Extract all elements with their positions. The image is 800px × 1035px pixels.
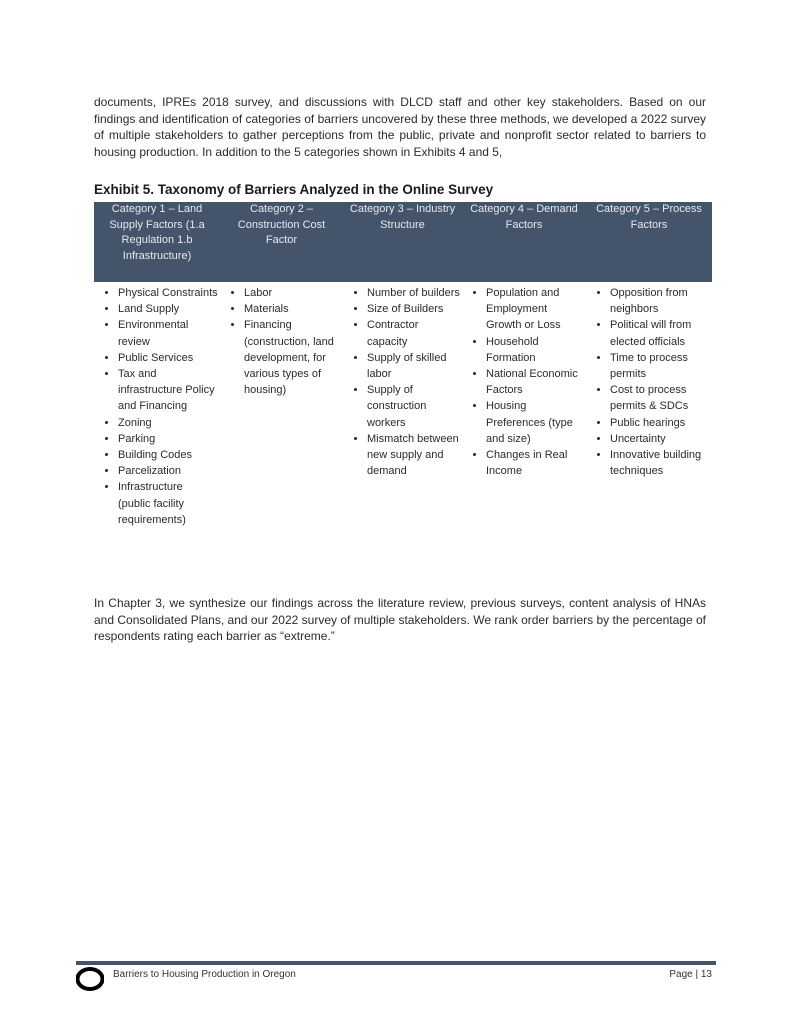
list-item: • Physical Constraints (118, 285, 218, 301)
exhibit-title: Exhibit 5. Taxonomy of Barriers Analyzed in the Online Survey (94, 182, 494, 197)
intro-paragraph: documents, IPREs 2018 survey, and discussions with DLCD staff and other key stakeholders. Based on our findings and identification of categories of barriers uncovered by these three methods, we developed a 2022 survey of multiple stakeholders to gather perceptions from the public, private and nonprofit sector related to barriers to housing production. In addition to the 5 categories shown in Exhibits 4 and 5, (94, 95, 706, 159)
footer-rule (76, 961, 716, 965)
list-item: • Supply of skilled labor (367, 350, 460, 382)
list-item: • Public hearings (610, 415, 710, 431)
category-5-list (588, 285, 710, 479)
list-item: • Household Formation (486, 334, 584, 366)
list-item: • Zoning (118, 415, 218, 431)
table-row (94, 282, 712, 528)
list-item: • Population and Employment Growth or Loss (486, 285, 584, 334)
list-item: • Building Codes (118, 447, 218, 463)
list-item: • Cost to process permits & SDCs (610, 382, 710, 414)
category-4-cell (462, 282, 586, 528)
list-item: • Innovative building techniques (610, 447, 710, 479)
footer-title: Barriers to Housing Production in Oregon (113, 969, 296, 980)
list-item: • Land Supply (118, 301, 218, 317)
list-item: • Housing Preferences (type and size) (486, 398, 584, 447)
list-item: • Financing (construction, land development, for various types of housing) (244, 317, 341, 398)
category-3-cell (343, 282, 462, 528)
list-item: • Mismatch between new supply and demand (367, 431, 460, 480)
category-1-cell (94, 282, 220, 528)
table-header-row (94, 202, 712, 282)
list-item: • Tax and infrastructure Policy and Financing (118, 366, 218, 415)
list-item: • Parking (118, 431, 218, 447)
category-3-header: Category 3 – Industry Structure (343, 202, 462, 282)
list-item: • Supply of construction workers (367, 382, 460, 431)
list-item: • Size of Builders (367, 301, 460, 317)
list-item: • National Economic Factors (486, 366, 584, 398)
category-4-header: Category 4 – Demand Factors (462, 202, 586, 282)
list-item: • Opposition from neighbors (610, 285, 710, 317)
category-1-header: Category 1 – Land Supply Factors (1.a Regulation 1.b Infrastructure) (94, 202, 220, 282)
list-item: • Environmental review (118, 317, 218, 349)
category-1-list (96, 285, 218, 528)
list-item: • Labor (244, 285, 341, 301)
outro-paragraph: In Chapter 3, we synthesize our findings across the literature review, previous surveys, content analysis of HNAs and Consolidated Plans, and our 2022 survey of multiple stakeholders. We rank order barriers by the percentage of respondents rating each barrier as “extreme.” (94, 596, 706, 644)
taxonomy-table (94, 202, 712, 528)
list-item: • Infrastructure (public facility requirements) (118, 479, 218, 528)
category-4-list (464, 285, 584, 479)
list-item: • Political will from elected officials (610, 317, 710, 349)
category-5-header: Category 5 – Process Factors (586, 202, 712, 282)
list-item: • Parcelization (118, 463, 218, 479)
page-number: Page | 13 (669, 969, 712, 980)
category-3-list (345, 285, 460, 479)
list-item: • Number of builders (367, 285, 460, 301)
list-item: • Public Services (118, 350, 218, 366)
category-2-cell (220, 282, 343, 528)
university-o-logo-icon (76, 967, 104, 991)
category-2-header: Category 2 – Construction Cost Factor (220, 202, 343, 282)
category-2-list (222, 285, 341, 398)
list-item: • Changes in Real Income (486, 447, 584, 479)
list-item: • Uncertainty (610, 431, 710, 447)
list-item: • Materials (244, 301, 341, 317)
category-5-cell (586, 282, 712, 528)
list-item: • Time to process permits (610, 350, 710, 382)
list-item: • Contractor capacity (367, 317, 460, 349)
